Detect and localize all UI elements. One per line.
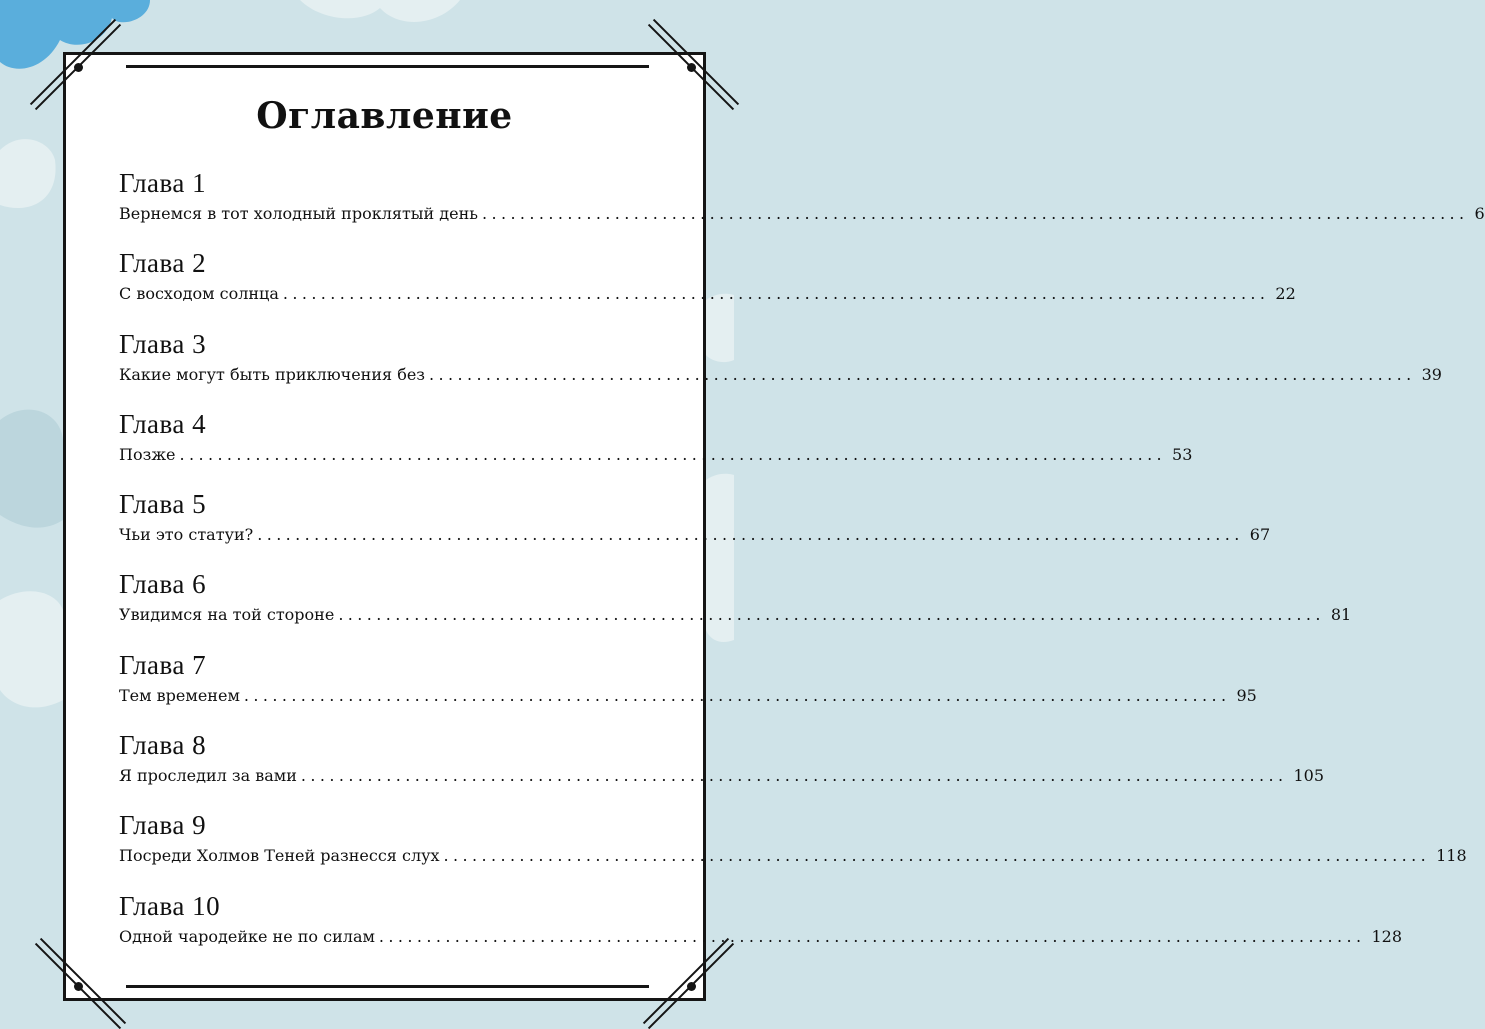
dot-leader: ........................................................................................................ bbox=[481, 204, 1469, 223]
toc-entry[interactable] bbox=[119, 408, 1193, 488]
chapter-title: Я проследил за вами bbox=[119, 766, 297, 786]
dot-leader: ........................................................................................................ bbox=[282, 284, 1270, 304]
light-cloud-left-2 bbox=[0, 410, 63, 528]
chapter-page-number: 128 bbox=[1371, 926, 1403, 946]
chapter-title: Одной чародейке не по силам bbox=[119, 926, 375, 946]
chapter-label: Глава 5 bbox=[119, 489, 207, 520]
chapter-page-number: 67 bbox=[1249, 525, 1271, 545]
toc-entry[interactable] bbox=[119, 809, 1467, 889]
chapter-line bbox=[119, 845, 1467, 867]
toc-entry[interactable] bbox=[119, 488, 1271, 568]
chapter-label: Глава 4 bbox=[119, 408, 207, 439]
chapter-line bbox=[119, 685, 1257, 707]
chapter-title: С восходом солнца bbox=[119, 284, 279, 304]
top-rule bbox=[126, 65, 649, 68]
chapter-label: Глава 8 bbox=[119, 730, 207, 761]
light-cloud-left-3 bbox=[0, 591, 63, 707]
chapter-label: Глава 6 bbox=[119, 569, 207, 600]
chapter-page-number: 22 bbox=[1275, 284, 1296, 304]
bottom-rule bbox=[126, 985, 649, 988]
dot-leader: ........................................................................................................ bbox=[429, 364, 1416, 384]
chapter-title: Какие могут быть приключения без bbox=[119, 364, 426, 384]
chapter-page-number: 81 bbox=[1330, 605, 1352, 625]
dot-leader: ........................................................................................................ bbox=[338, 605, 1325, 625]
chapter-title: Тем временем bbox=[119, 685, 240, 705]
page-title: Оглавление bbox=[256, 95, 513, 137]
dot-leader: ........................................................................................................ bbox=[378, 926, 1366, 946]
chapter-label: Глава 7 bbox=[119, 649, 207, 680]
chapter-line bbox=[119, 926, 1403, 948]
chapter-title: Увидимся на той стороне bbox=[119, 605, 335, 625]
chapter-label: Глава 9 bbox=[119, 810, 207, 841]
toc-entry[interactable] bbox=[119, 568, 1352, 648]
toc-entry[interactable] bbox=[119, 247, 1296, 327]
dot-leader: ........................................................................................................ bbox=[257, 525, 1244, 545]
chapter-page-number: 53 bbox=[1172, 444, 1193, 464]
dot-leader: ........................................................................................................ bbox=[243, 685, 1231, 705]
toc-page bbox=[63, 52, 1485, 1001]
chapter-page-number: 6 bbox=[1474, 204, 1485, 223]
chapter-title: Посреди Холмов Теней разнесся слух bbox=[119, 846, 440, 866]
chapter-label: Глава 2 bbox=[119, 248, 207, 279]
toc-entry[interactable] bbox=[119, 729, 1325, 809]
chapter-label: Глава 3 bbox=[119, 328, 207, 359]
chapter-title: Чьи это статуи? bbox=[119, 525, 254, 545]
chapter-line bbox=[119, 444, 1193, 466]
dot-leader: ........................................................................................................ bbox=[300, 766, 1288, 786]
chapter-page-number: 105 bbox=[1293, 766, 1325, 786]
toc-list bbox=[119, 167, 1485, 970]
dot-leader: ........................................................................................................ bbox=[179, 444, 1167, 464]
chapter-label: Глава 10 bbox=[119, 890, 221, 921]
chapter-page-number: 95 bbox=[1236, 685, 1257, 705]
chapter-page-number: 39 bbox=[1421, 364, 1442, 384]
chapter-line bbox=[119, 765, 1325, 787]
chapter-line bbox=[119, 604, 1352, 626]
toc-entry[interactable] bbox=[119, 649, 1257, 729]
chapter-label: Глава 1 bbox=[119, 168, 207, 198]
chapter-line bbox=[119, 524, 1271, 546]
toc-entry[interactable] bbox=[119, 890, 1403, 970]
chapter-line bbox=[119, 203, 1485, 225]
chapter-line bbox=[119, 283, 1296, 305]
toc-entry[interactable] bbox=[119, 167, 1485, 247]
chapter-line bbox=[119, 364, 1442, 386]
toc-entry[interactable] bbox=[119, 328, 1442, 408]
chapter-title: Позже bbox=[119, 444, 176, 464]
chapter-page-number: 118 bbox=[1436, 846, 1467, 866]
dot-leader: ........................................................................................................ bbox=[443, 846, 1431, 866]
chapter-title: Вернемся в тот холодный проклятый день bbox=[119, 204, 478, 223]
